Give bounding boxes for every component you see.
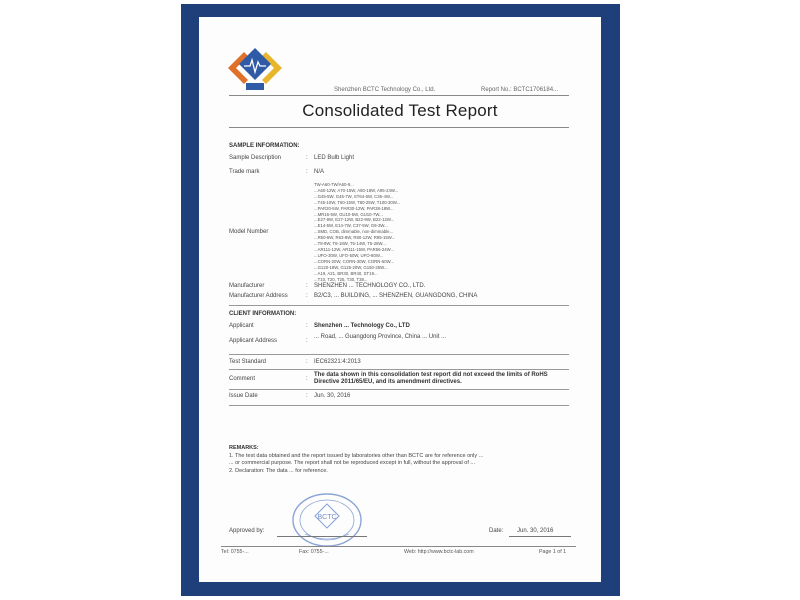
field-value: Shenzhen ... Technology Co., LTD bbox=[314, 323, 410, 329]
report-title: Consolidated Test Report bbox=[302, 101, 498, 120]
list-item: ...AR111-12W, AR111-15W, PAR56-24W... bbox=[314, 246, 395, 252]
svg-text:BCTC: BCTC bbox=[317, 514, 337, 521]
list-item: ...T45-10W, T60-15W, T80-25W, T100-30W... bbox=[314, 199, 401, 205]
remarks-block bbox=[229, 445, 569, 475]
list-item: ...MR16-5W, GU10-5W, GU10-7W... bbox=[314, 211, 383, 217]
footer-divider bbox=[221, 546, 576, 547]
remarks-line: 2. Declaration: The data ... for reference. bbox=[229, 467, 328, 474]
footer-fax: Fax: 0755-... bbox=[299, 549, 329, 555]
field-label: Sample Description bbox=[229, 155, 282, 161]
field-value: B2/C3, ... BUILDING, ... SHENZHEN, GUANGDONG, CHINA bbox=[314, 293, 478, 299]
footer-page: Page 1 of 1 bbox=[539, 549, 567, 555]
remarks-heading: REMARKS: bbox=[229, 445, 259, 451]
date-label: Date: bbox=[489, 528, 504, 534]
field-label: Comment bbox=[229, 376, 256, 382]
approved-by-label: Approved by: bbox=[229, 528, 265, 534]
signature-line bbox=[277, 536, 367, 537]
section-divider bbox=[229, 354, 569, 355]
title-divider bbox=[229, 127, 569, 128]
list-item: ...E14-5W, E14-7W, C37-5W, G9-3W... bbox=[314, 223, 388, 229]
list-item: ...T8-9W, T8-18W, T5-14W, T5-28W... bbox=[314, 241, 386, 247]
sample-info-heading: SAMPLE INFORMATION: bbox=[229, 143, 300, 149]
bctc-logo-icon bbox=[224, 42, 286, 94]
report-page: Shenzhen BCTC Technology Co., Ltd. Report No.: BCTC1706184... Consolidated Test Report SAMPLE INFORMATION: Sample Description : LED Bulb Light Trade mark : N/A Model Number TW-A60-7W/A60-9... ...A60-12W, A70-15W, A80-18W, A95-24W... ...G45-5W, G45-7W, ST64-6W, C35-4W... ...T45-10W, T60-15W, T80-25W, T100-30W... ...PAR20-5W, PAR30-12W, PAR38-18W... ...MR16-5W, GU10-5W, GU10-7W... ...E27-9W, E27-12W, B22-9W, B22-12W... ...E14-5W, E14-7W, C37-5W, G9-3W... ...SMD, COB, dimmable, non-dimmable... ...R50-6W, R63-8W, R80-12W, R95-15W... ...T8-9W, T8-18W, T5-14W, T5-28W... ...AR111-12W, AR111-15W, PAR56-24W... ...UFO-30W, UFO-50W, UFO-80W... ...CORN-20W, CORN-30W, CORN-60W... ...G120-18W, G125-20W, G150-25W... ...A19, A21, BR30, BR40, ST19... ...T10, T20, T25, T30, T38... Manufacturer : SHENZHEN ... TECHNOLOGY CO., LTD. Manufacturer Address : B2/C3, ... BUILDING, ... SHENZHEN, GUANGDONG, CHINA CLIENT INFORMATION: Applicant : Shenzhen ... Technology Co., LTD Applicant Address : ... Road, ... Guangdong Province, China ... Unit ... Test Standard : IEC62321:4:2013 Comment : The data shown in this consolidation test report did not exceed the limits of RoHS Directive 2011/65/EU, and its amendment directives. Issue Date : Jun. 30, 2016 REMARKS: 1. The test data obtained and the report issued by laboratories other than BCTC are for reference only ... ... or commercial purpose. The report shall not be reproduced except in full, without the approval of ... 2. Declaration: The data ... for reference. BCTC Approved by: Date: Jun. 30, 2016 Tel: 0755-... Fax: 0755-... Web: http://www.bctc-lab.com Page 1 of 1 bbox=[199, 17, 601, 582]
field-label: Applicant Address bbox=[229, 338, 278, 344]
field-label: Applicant bbox=[229, 323, 254, 329]
list-item: ...CORN-20W, CORN-30W, CORN-60W... bbox=[314, 258, 394, 264]
list-item: ...A19, A21, BR30, BR40, ST19... bbox=[314, 270, 378, 276]
field-label: Model Number bbox=[229, 229, 269, 235]
field-value: LED Bulb Light bbox=[314, 155, 355, 161]
field-label: Test Standard bbox=[229, 359, 267, 365]
field-value: ... Road, ... Guangdong Province, China ... Unit ... bbox=[314, 334, 447, 340]
bctc-seal-stamp-icon bbox=[291, 490, 363, 550]
field-value: IEC62321:4:2013 bbox=[314, 359, 361, 365]
list-item: ...PAR20-5W, PAR30-12W, PAR38-18W... bbox=[314, 205, 394, 211]
list-item: ...G120-18W, G125-20W, G150-25W... bbox=[314, 264, 388, 270]
field-label: Manufacturer bbox=[229, 283, 265, 289]
remarks-line: ... or commercial purpose. The report shall not be reproduced except in full, without the approval of ... bbox=[229, 460, 476, 466]
list-item: ...SMD, COB, dimmable, non-dimmable... bbox=[314, 229, 394, 235]
field-label: Manufacturer Address bbox=[229, 293, 288, 299]
field-value: Jun. 30, 2016 bbox=[314, 393, 351, 399]
client-info-heading: CLIENT INFORMATION: bbox=[229, 311, 297, 317]
field-value: SHENZHEN ... TECHNOLOGY CO., LTD. bbox=[314, 283, 426, 289]
company-name: Shenzhen BCTC Technology Co., Ltd. bbox=[334, 87, 436, 93]
section-divider bbox=[229, 389, 569, 390]
list-item: ...R50-6W, R63-8W, R80-12W, R95-15W... bbox=[314, 235, 396, 241]
section-divider bbox=[229, 369, 569, 370]
list-item: ...A60-12W, A70-15W, A80-18W, A95-24W... bbox=[314, 187, 399, 193]
section-divider bbox=[229, 305, 569, 306]
report-number: Report No.: BCTC1706184... bbox=[481, 87, 559, 93]
list-item: ...E27-9W, E27-12W, B22-9W, B22-12W... bbox=[314, 217, 395, 223]
section-divider bbox=[229, 405, 569, 406]
model-number-list bbox=[314, 182, 524, 282]
list-item: ...UFO-30W, UFO-50W, UFO-80W... bbox=[314, 252, 384, 258]
footer-tel: Tel: 0755-... bbox=[221, 549, 249, 555]
remarks-line: 1. The test data obtained and the report issued by laboratories other than BCTC are for reference only ... bbox=[229, 452, 484, 459]
date-line bbox=[509, 536, 571, 537]
list-item: ...G45-5W, G45-7W, ST64-6W, C35-4W... bbox=[314, 193, 394, 199]
header-divider bbox=[229, 95, 569, 96]
footer-web: Web: http://www.bctc-lab.com bbox=[404, 549, 474, 555]
field-value: The data shown in this consolidation test report did not exceed the limits of RoHS Directive 2011/65/EU, and its amendment directives. bbox=[314, 372, 548, 385]
date-value: Jun. 30, 2016 bbox=[517, 528, 554, 534]
field-label: Trade mark bbox=[229, 169, 260, 175]
field-value: N/A bbox=[314, 169, 325, 175]
list-item: TW-A60-7W/A60-9... bbox=[314, 182, 354, 187]
field-label: Issue Date bbox=[229, 393, 258, 399]
list-item: ...T10, T20, T25, T30, T38... bbox=[314, 276, 368, 282]
